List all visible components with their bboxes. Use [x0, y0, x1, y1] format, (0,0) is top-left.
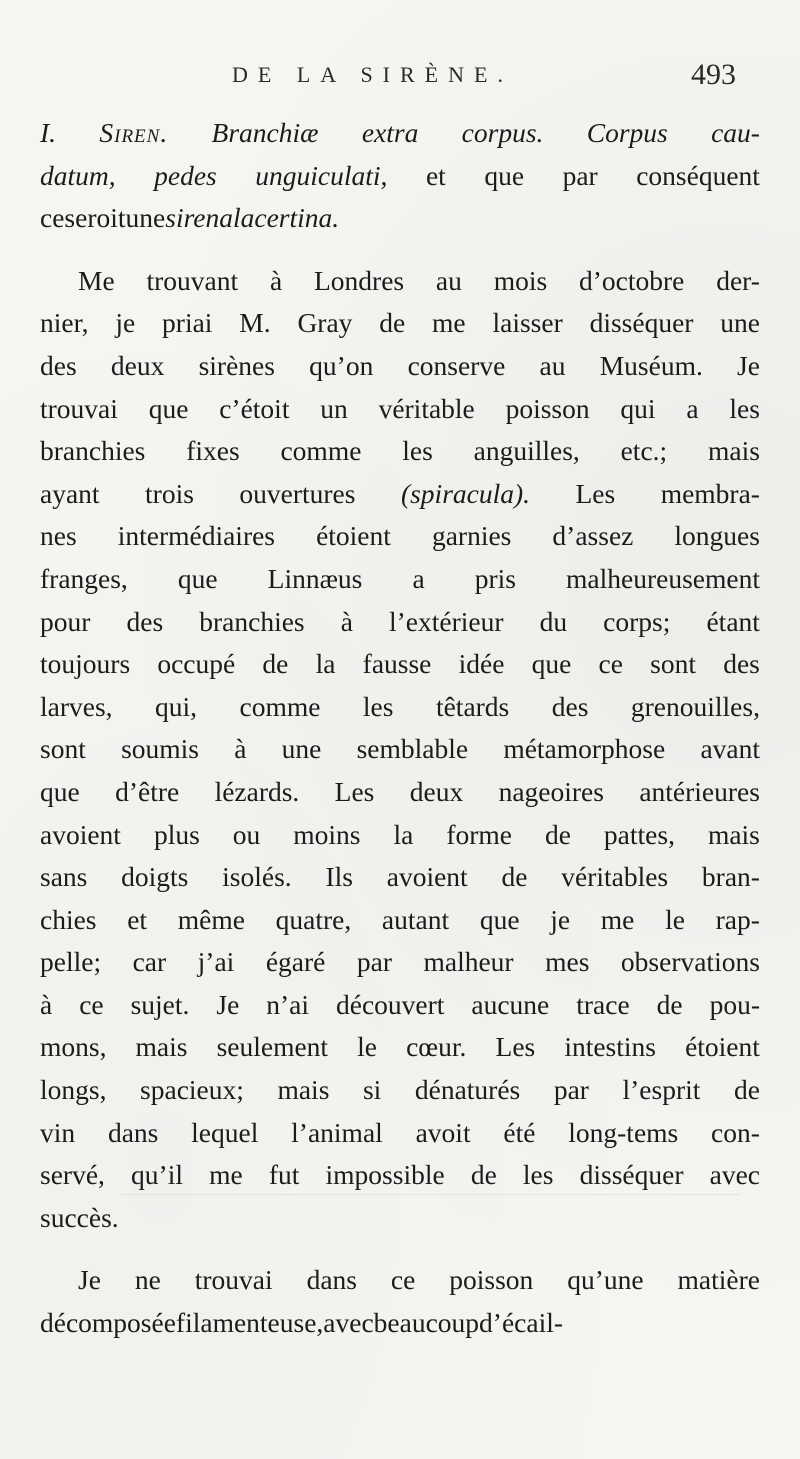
text-line: pour des branchies à l’extérieur du corps; étant — [40, 605, 760, 637]
text-line: toujours occupé de la fausse idée que ce sont des — [40, 648, 760, 680]
text-line: à ce sujet. Je n’ai découvert aucune trace de pou- — [40, 988, 760, 1020]
text-line: branchies fixes comme les anguilles, etc.; mais — [40, 435, 760, 467]
text-line: I. Siren. Branchiæ extra corpus. Corpus cau- — [40, 117, 760, 148]
text-line: servé, qu’il me fut impossible de les disséquer avec — [40, 1159, 760, 1191]
text-line: chies et même quatre, autant que je me le rap- — [40, 903, 760, 935]
paragraph-gap — [40, 1239, 760, 1259]
text-line: sans doigts isolés. Ils avoient de véritables bran- — [40, 861, 760, 893]
text-line: ce seroit une sirena lacertina. — [40, 202, 340, 234]
body-text — [40, 112, 760, 1345]
text-line: larves, qui, comme les têtards des grenouilles, — [40, 690, 760, 722]
text-line: succès. — [40, 1201, 119, 1233]
running-head: DE LA SIRÈNE. — [232, 62, 513, 87]
paragraph — [40, 112, 760, 240]
text-line: décomposée filamenteuse, avec beaucoup d’écail- — [40, 1307, 564, 1339]
text-line: que d’être lézards. Les deux nageoires antérieures — [40, 775, 760, 807]
text-line: mons, mais seulement le cœur. Les intestins étoient — [40, 1031, 760, 1063]
paragraph-gap — [40, 240, 760, 260]
text-line: franges, que Linnæus a pris malheureusement — [40, 562, 760, 594]
text-line: nier, je priai M. Gray de me laisser disséquer une — [40, 307, 760, 339]
text-line: datum, pedes unguiculati, et que par conséquent — [40, 159, 760, 191]
text-line: nes intermédiaires étoient garnies d’assez longues — [40, 520, 760, 552]
text-line: pelle; car j’ai égaré par malheur mes observations — [40, 946, 760, 978]
text-line: ayant trois ouvertures (spiracula). Les membra- — [40, 477, 760, 509]
text-line: longs, spacieux; mais si dénaturés par l’esprit de — [40, 1074, 760, 1106]
paragraph — [40, 260, 760, 1240]
page-number: 493 — [691, 58, 736, 91]
text-line: des deux sirènes qu’on conserve au Muséum. Je — [40, 349, 760, 381]
text-line: trouvai que c’étoit un véritable poisson qui a les — [40, 392, 760, 424]
paragraph — [40, 1259, 760, 1344]
paper-mark — [120, 1194, 740, 1195]
text-line: Me trouvant à Londres au mois d’octobre der- — [78, 264, 760, 296]
text-line: sont soumis à une semblable métamorphose avant — [40, 733, 760, 765]
text-line: avoient plus ou moins la forme de pattes, mais — [40, 818, 760, 850]
text-line: Je ne trouvai dans ce poisson qu’une matière — [78, 1264, 760, 1296]
text-line: vin dans lequel l’animal avoit été long-tems con- — [40, 1116, 760, 1148]
page-header — [36, 58, 736, 98]
